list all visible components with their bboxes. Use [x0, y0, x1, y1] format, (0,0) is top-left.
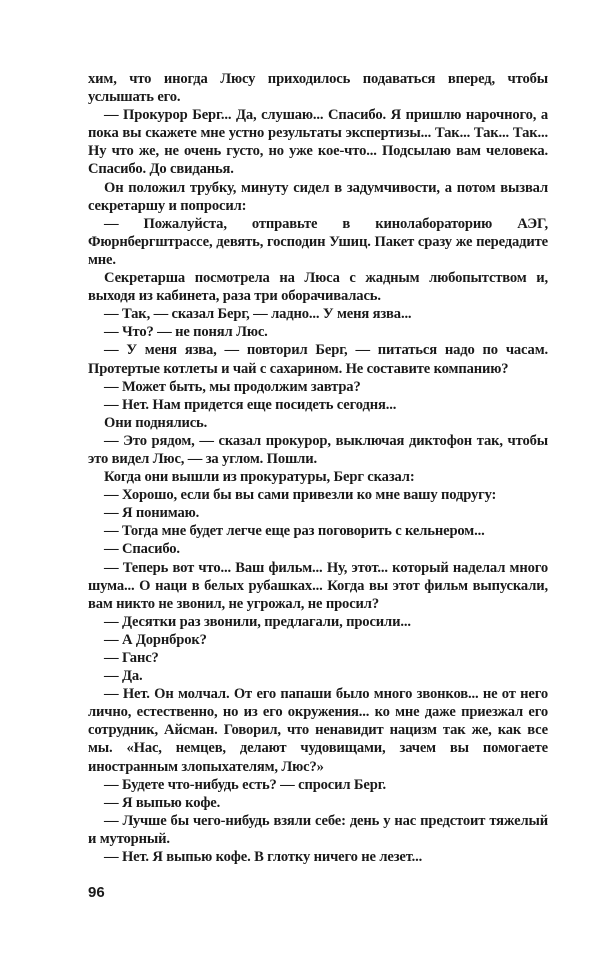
paragraph: — Что? — не понял Люс. [104, 324, 268, 341]
paragraph: — Нет. Нам придется еще посидеть сегодня... [104, 396, 397, 413]
paragraph: — Может быть, мы продолжим завтра? [104, 378, 361, 395]
paragraph: — Прокурор Берг... Да, слушаю... Спасибо. Я пришлю нарочного, а пока вы скажете мне устно результаты экспертизы... Так... Так... Так... Ну что же, не очень густо, но уже кое-что... Подсылаю вам человека. Спасибо. До свиданья. [88, 107, 548, 178]
paragraph: — Теперь вот что... Ваш фильм... Ну, этот... который наделал много шума... О наци в белых рубашках... Когда вы этот фильм выпускали, вам никто не звонил, не угрожал, не просил? [88, 559, 548, 612]
paragraph: Когда они вышли из прокуратуры, Берг сказал: [104, 469, 415, 486]
paragraph: — Нет. Он молчал. От его папаши было много звонков... не от него лично, естественно, но из его окружения... ко мне даже приезжал его сотрудник, Айсман. Говорил, что ненавидит нацизм так же, как все мы. «Нас, немцев, делают чудовищами, зачем вы помогаете иностранным злопыхателям, Люс?» [88, 686, 548, 775]
paragraph: — Ганс? [104, 650, 159, 666]
paragraph: — Нет. Я выпью кофе. В глотку ничего не лезет... [104, 849, 423, 866]
paragraph: — Я выпью кофе. [104, 794, 221, 811]
paragraph: — Тогда мне будет легче еще раз поговорить с кельнером... [104, 523, 485, 540]
paragraph: — А Дорнброк? [104, 631, 207, 648]
paragraph: — Хорошо, если бы вы сами привезли ко мне вашу подругу: [104, 487, 497, 504]
paragraph: — Я понимаю. [104, 505, 200, 522]
paragraph: Он положил трубку, минуту сидел в задумчивости, а потом вызвал секретаршу и попросил: [88, 179, 548, 214]
paragraph: Секретарша посмотрела на Люса с жадным любопытством и, выходя из кабинета, раза три оборачивалась. [88, 270, 548, 305]
body-text [88, 70, 548, 866]
paragraph: — Да. [104, 668, 143, 685]
paragraph: Они поднялись. [104, 414, 208, 431]
paragraph: — Пожалуйста, отправьте в кинолабораторию АЭГ, Фюрнбергштрассе, девять, господин Ушиц. Пакет сразу же передадите мне. [88, 215, 548, 268]
paragraph: — Лучше бы чего-нибудь взяли себе: день у нас предстоит тяжелый и муторный. [88, 812, 548, 847]
paragraph: — Это рядом, — сказал прокурор, выключая диктофон так, чтобы это видел Люс, — за углом. Пошли. [88, 432, 548, 467]
paragraph: — Десятки раз звонили, предлагали, просили... [104, 613, 411, 630]
paragraph: — Будете что-нибудь есть? — спросил Берг. [104, 776, 387, 793]
paragraph: — Спасибо. [104, 541, 180, 558]
page-number: 96 [88, 884, 105, 901]
paragraph: хим, что иногда Люсу приходилось подаваться вперед, чтобы услышать его. [88, 71, 548, 106]
paragraph: — У меня язва, — повторил Берг, — питаться надо по часам. Протертые котлеты и чай с сахарином. Не составите компанию? [88, 342, 548, 377]
paragraph: — Так, — сказал Берг, — ладно... У меня язва... [104, 306, 412, 323]
